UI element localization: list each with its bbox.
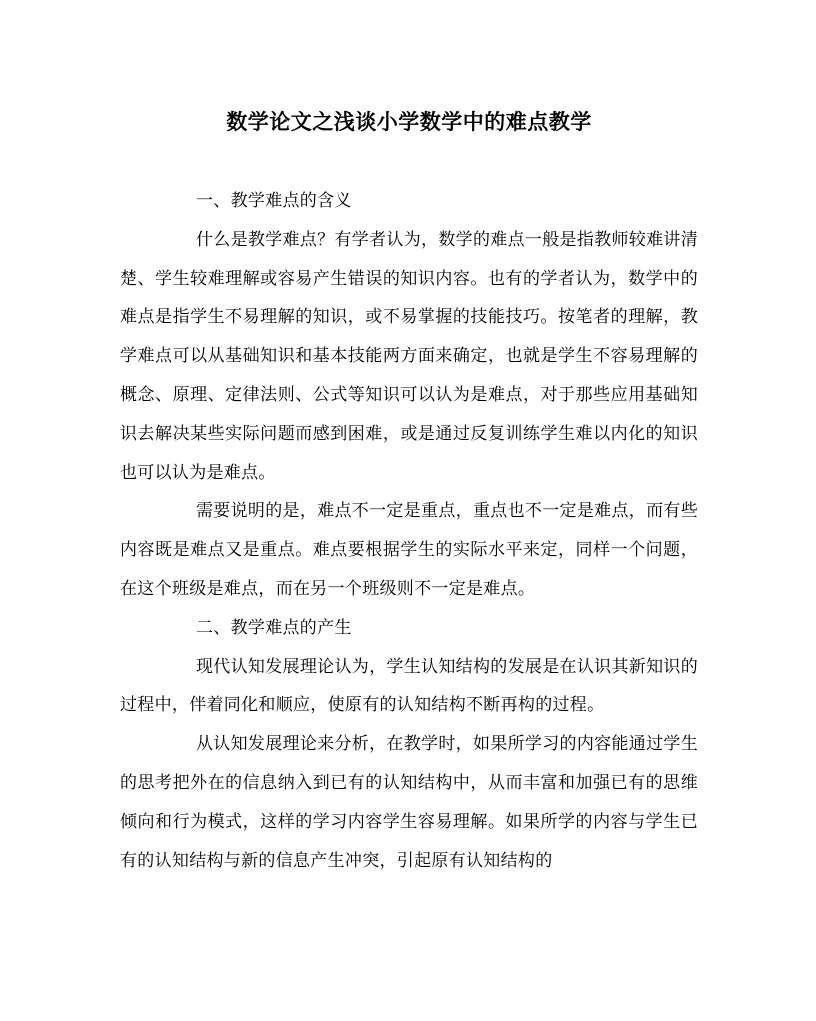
document-title: 数学论文之浅谈小学数学中的难点教学 xyxy=(226,109,592,134)
paragraph-analysis: 从认知发展理论来分析，在教学时，如果所学习的内容能通过学生的思考把外在的信息纳入到已有的认知结构中，从而丰富和加强已有的思维倾向和行为模式，这样的学习内容学生容易理解。如果所学的内容与学生已有的认知结构与新的信息产生冲突，引起原有认知结构的 xyxy=(120,734,698,871)
paragraph-clarification: 需要说明的是，难点不一定是重点，重点也不一定是难点，而有些内容既是难点又是重点。难点要根据学生的实际水平来定，同样一个问题，在这个班级是难点，而在另一个班级则不一定是难点。 xyxy=(120,501,698,599)
section-heading-1: 一、教学难点的含义 xyxy=(196,191,352,211)
section-heading-2: 二、教学难点的产生 xyxy=(196,617,352,638)
document-page xyxy=(120,104,698,880)
paragraph-definition: 什么是教学难点？有学者认为，数学的难点一般是指教师较难讲清楚、学生较难理解或容易产生错误的知识内容。也有的学者认为，数学中的难点是指学生不易理解的知识，或不易掌握的技能技巧。按笔者的理解，教学难点可以从基础知识和基本技能两方面来确定，也就是学生不容易理解的概念、原理、定律法则、公式等知识可以认为是难点，对于那些应用基础知识去解决某些实际问题而感到困难，或是通过反复训练学生难以内化的知识也可以认为是难点。 xyxy=(120,229,698,483)
paragraph-theory: 现代认知发展理论认为，学生认知结构的发展是在认识其新知识的过程中，伴着同化和顺应，使原有的认知结构不断再构的过程。 xyxy=(120,656,698,716)
